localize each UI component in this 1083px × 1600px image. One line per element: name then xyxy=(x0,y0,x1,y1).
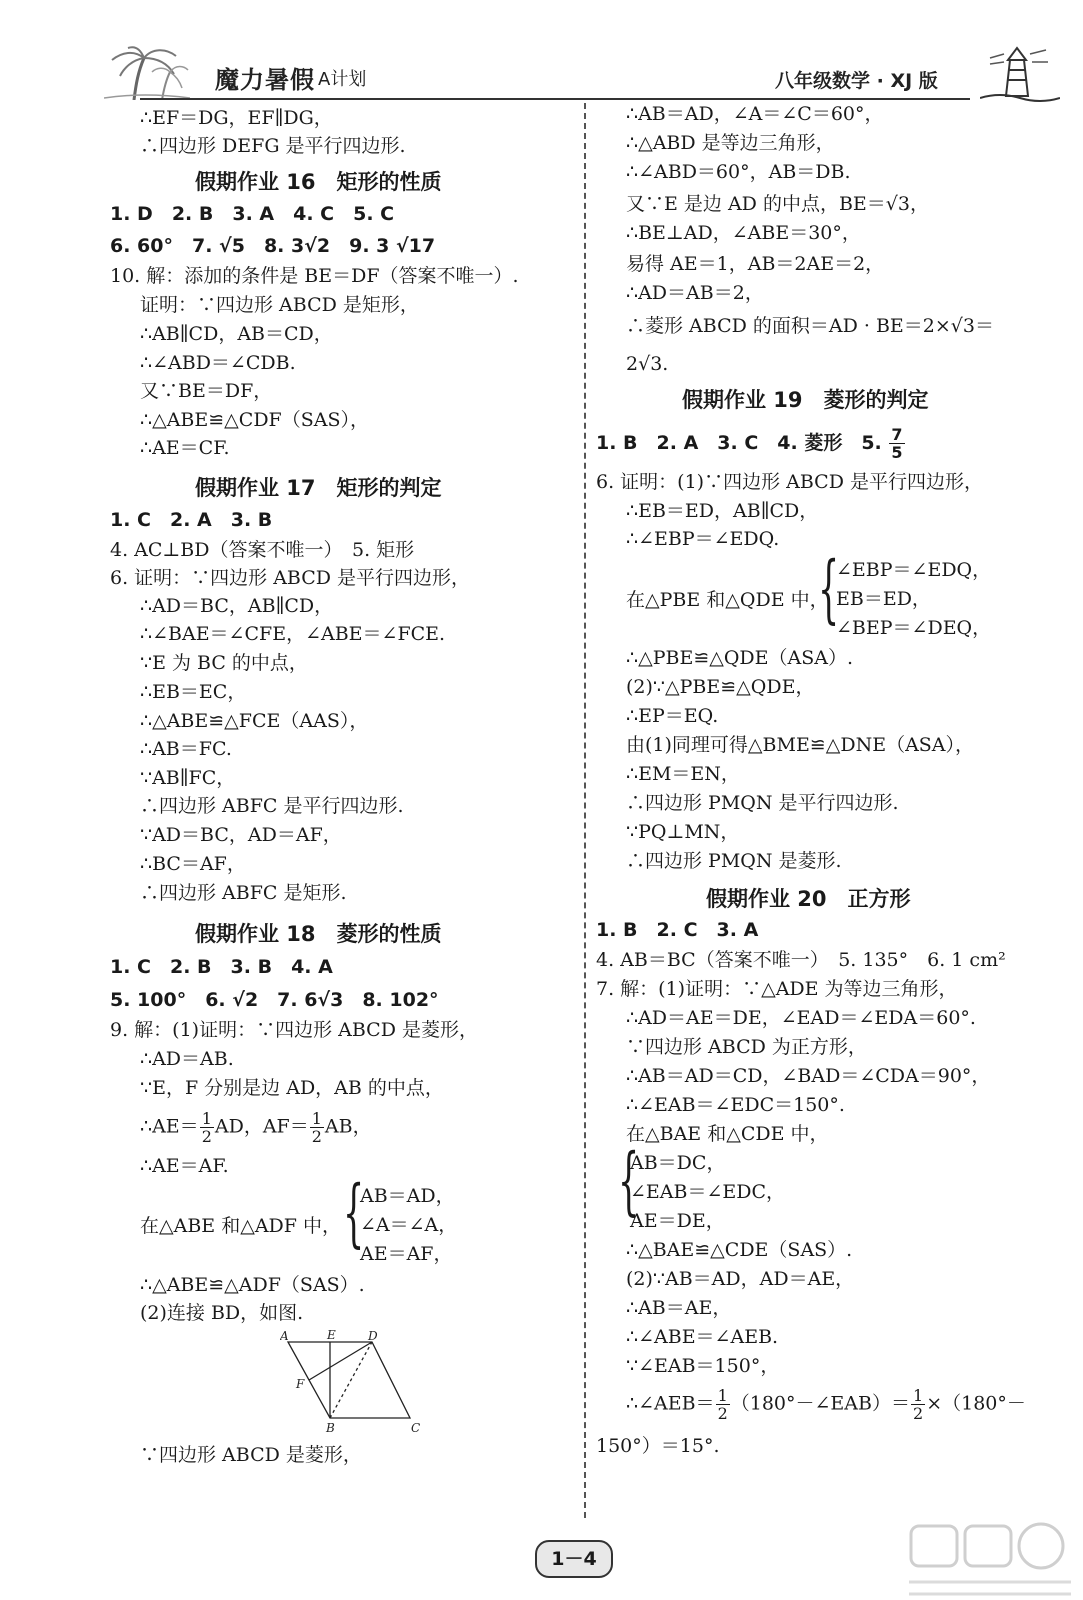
text-line: ∵四边形 ABCD 是菱形， xyxy=(140,1444,362,1466)
text-line: ∴AD＝AE＝DE，∠EAD＝∠EDA＝60°. xyxy=(626,1007,976,1029)
lighthouse-icon xyxy=(980,40,1060,102)
text-line: ∴AD＝AB. xyxy=(140,1048,234,1070)
answer-line: 10. 解：添加的条件是 BE＝DF（答案不唯一）. xyxy=(110,265,519,287)
fraction: $\frac{1}{2}$ xyxy=(913,1386,924,1423)
text-line: ∴EP＝EQ. xyxy=(626,705,719,727)
text-line: 又∵BE＝DF， xyxy=(140,380,273,402)
text-line: 又∵E 是边 AD 的中点，BE＝√3， xyxy=(626,193,929,215)
section-title-18: 假期作业 18 菱形的性质 xyxy=(195,922,442,946)
text-line: ∴△ABE≌△CDF（SAS）， xyxy=(140,409,369,431)
text-line: (2)连接 BD，如图. xyxy=(140,1302,304,1324)
text-line: (2)∵△PBE≌△QDE， xyxy=(626,676,815,698)
text-line: ∴四边形 ABFC 是平行四边形. xyxy=(140,795,404,817)
page-header xyxy=(0,0,1083,100)
answer-line: 6. 证明：(1)∵四边形 ABCD 是平行四边形， xyxy=(596,471,983,493)
text-line: ∴AE＝ $\frac{1}{2}$ AD，AF＝ $\frac{1}{2}$ AB， xyxy=(140,1109,372,1146)
text-line: ∴△PBE≌△QDE（ASA）. xyxy=(626,647,854,669)
text-line: ∴AB＝AD，∠A＝∠C＝60°， xyxy=(626,103,884,125)
text-line: ∵E 为 BC 的中点， xyxy=(140,652,308,674)
answer-line: 4. AB＝BC（答案不唯一） 5. 135° 6. 1 cm² xyxy=(596,949,1006,971)
brace-line: ∠EAB＝∠EDC， xyxy=(630,1181,786,1203)
text-line: ∵PQ⊥MN， xyxy=(626,821,740,843)
text-line: ∴BE⊥AD，∠ABE＝30°， xyxy=(626,222,861,244)
text-line: ∴四边形 PMQN 是菱形. xyxy=(626,850,842,872)
palm-tree-icon xyxy=(104,44,190,100)
text-line: ∴EB＝ED，AB∥CD， xyxy=(626,500,819,522)
brace-line: ∠A＝∠A， xyxy=(360,1214,458,1236)
fraction: $\frac{1}{2}$ xyxy=(311,1109,322,1146)
text-line: ∵AB∥FC， xyxy=(140,767,236,789)
brand-title: 魔力暑假 xyxy=(215,66,315,94)
text-line: ∴EM＝EN， xyxy=(626,763,740,785)
section-title-17: 假期作业 17 矩形的判定 xyxy=(195,476,442,500)
brace-line: AE＝AF， xyxy=(360,1243,453,1265)
brace: { xyxy=(818,546,840,632)
text-line: 150°）＝15°. xyxy=(596,1435,720,1457)
brace: { xyxy=(343,1170,365,1256)
svg-text:D: D xyxy=(368,1329,378,1343)
fraction: $\frac{1}{2}$ xyxy=(717,1386,728,1423)
answer-line: 1. C 2. A 3. B xyxy=(110,509,273,531)
text-line: ∴△BAE≌△CDE（SAS）. xyxy=(626,1239,853,1261)
answer-line: 6. 60° 7. √5 8. 3√2 9. 3 √17 xyxy=(110,235,436,257)
text-line: ∴AE＝AF. xyxy=(140,1155,229,1177)
brace-line: EB＝ED， xyxy=(836,588,931,610)
answer-line: 9. 解：(1)证明：∵四边形 ABCD 是菱形， xyxy=(110,1019,478,1041)
text-line: 在△ABE 和△ADF 中， xyxy=(140,1215,341,1237)
text-line: (2)∵AB＝AD，AD＝AE， xyxy=(626,1268,855,1290)
text-line: ∴△ABE≌△ADF（SAS）. xyxy=(140,1274,365,1296)
text-line: ∴AD＝AB＝2， xyxy=(626,282,764,304)
svg-text:A: A xyxy=(280,1329,289,1343)
text-line: ∴菱形 ABCD 的面积＝AD · BE＝2×√3＝ xyxy=(626,315,994,337)
section-title-16: 假期作业 16 矩形的性质 xyxy=(195,170,442,194)
text-line: ∵∠EAB＝150°， xyxy=(626,1355,780,1377)
answer-line: 1. B 2. C 3. A xyxy=(596,919,759,941)
text-line: ∴AB＝FC. xyxy=(140,738,232,760)
text-line: ∴∠EBP＝∠EDQ. xyxy=(626,528,780,550)
text-line: ∴四边形 ABFC 是矩形. xyxy=(140,882,347,904)
page-number: 1－4 xyxy=(535,1540,613,1578)
text-line: ∴AB∥CD，AB＝CD， xyxy=(140,323,333,345)
answer-line: 7. 解：(1)证明：∵△ADE 为等边三角形， xyxy=(596,978,958,1000)
answer-line: 5. 100° 6. √2 7. 6√3 8. 102° xyxy=(110,989,439,1011)
text-line: ∵四边形 ABCD 为正方形， xyxy=(626,1036,867,1058)
text-line: ∴∠ABE＝∠AEB. xyxy=(626,1326,779,1348)
text-line: ∵E，F 分别是边 AD，AB 的中点， xyxy=(140,1077,444,1099)
text-line: ∴AB＝AE， xyxy=(626,1297,732,1319)
text-line: 证明：∵四边形 ABCD 是矩形， xyxy=(140,294,419,316)
text-line: 2√3. xyxy=(626,353,669,375)
svg-text:E: E xyxy=(327,1328,336,1342)
text-line: ∴四边形 DEFG 是平行四边形. xyxy=(140,135,406,157)
answer-line: 4. AC⊥BD（答案不唯一） 5. 矩形 xyxy=(110,539,415,561)
rhombus-figure xyxy=(280,1328,440,1434)
text-line: ∴EB＝EC， xyxy=(140,681,247,703)
grade-label: 八年级数学 · XJ 版 xyxy=(775,70,938,92)
answer-line: 1. B 2. A 3. C 4. 菱形 5. $\frac{7}{5}$ xyxy=(596,425,903,462)
svg-text:C: C xyxy=(411,1421,421,1434)
answer-line: 1. C 2. B 3. B 4. A xyxy=(110,956,333,978)
brace-line: AB＝AD， xyxy=(360,1185,455,1207)
text-line: ∴∠ABD＝60°，AB＝DB. xyxy=(626,161,851,183)
text-line: ∴AD＝BC，AB∥CD， xyxy=(140,595,334,617)
text-line: 易得 AE＝1，AB＝2AE＝2， xyxy=(626,253,885,275)
text-line: ∴AE＝CF. xyxy=(140,437,230,459)
brace-line: AB＝DC， xyxy=(630,1152,726,1174)
text-line: 在△PBE 和△QDE 中， xyxy=(626,589,829,611)
text-line: ∴△ABE≌△FCE（AAS）， xyxy=(140,710,369,732)
text-line: 在△BAE 和△CDE 中， xyxy=(626,1123,829,1145)
section-title-19: 假期作业 19 菱形的判定 xyxy=(682,388,929,412)
brace-line: ∠EBP＝∠EDQ， xyxy=(836,559,992,581)
text-line: ∴BC＝AF， xyxy=(140,853,246,875)
text-line: ∴∠AEB＝ $\frac{1}{2}$ （180°－∠EAB）＝ $\frac{1}{2}$ ×（180°－ xyxy=(626,1386,1026,1423)
svg-text:F: F xyxy=(296,1377,305,1391)
brace: { xyxy=(618,1138,640,1224)
answer-line: 6. 证明：∵四边形 ABCD 是平行四边形， xyxy=(110,567,471,589)
watermark-logo xyxy=(905,1520,1075,1600)
section-title-20: 假期作业 20 正方形 xyxy=(706,887,911,911)
text-line: ∴AB＝AD＝CD，∠BAD＝∠CDA＝90°， xyxy=(626,1065,991,1087)
text-line: 由(1)同理可得△BME≌△DNE（ASA）， xyxy=(626,734,975,756)
svg-text:B: B xyxy=(326,1421,335,1434)
text-line: ∴∠BAE＝∠CFE，∠ABE＝∠FCE. xyxy=(140,623,446,645)
brace-line: ∠BEP＝∠DEQ， xyxy=(836,617,992,639)
text-line: ∴四边形 PMQN 是平行四边形. xyxy=(626,792,899,814)
fraction: $\frac{7}{5}$ xyxy=(891,425,903,462)
text-line: ∴△ABD 是等边三角形， xyxy=(626,132,835,154)
text-line: ∴∠ABD＝∠CDB. xyxy=(140,352,296,374)
brand-subtitle: A计划 xyxy=(318,69,367,90)
answer-line: 1. D 2. B 3. A 4. C 5. C xyxy=(110,203,395,225)
text-line: ∴EF＝DG，EF∥DG， xyxy=(140,107,333,129)
column-divider xyxy=(584,103,586,1518)
brace-line: AE＝DE， xyxy=(630,1210,725,1232)
text-line: ∴∠EAB＝∠EDC＝150°. xyxy=(626,1094,845,1116)
fraction: $\frac{1}{2}$ xyxy=(201,1109,212,1146)
header-rule xyxy=(140,98,970,100)
text-line: ∵AD＝BC，AD＝AF， xyxy=(140,824,342,846)
